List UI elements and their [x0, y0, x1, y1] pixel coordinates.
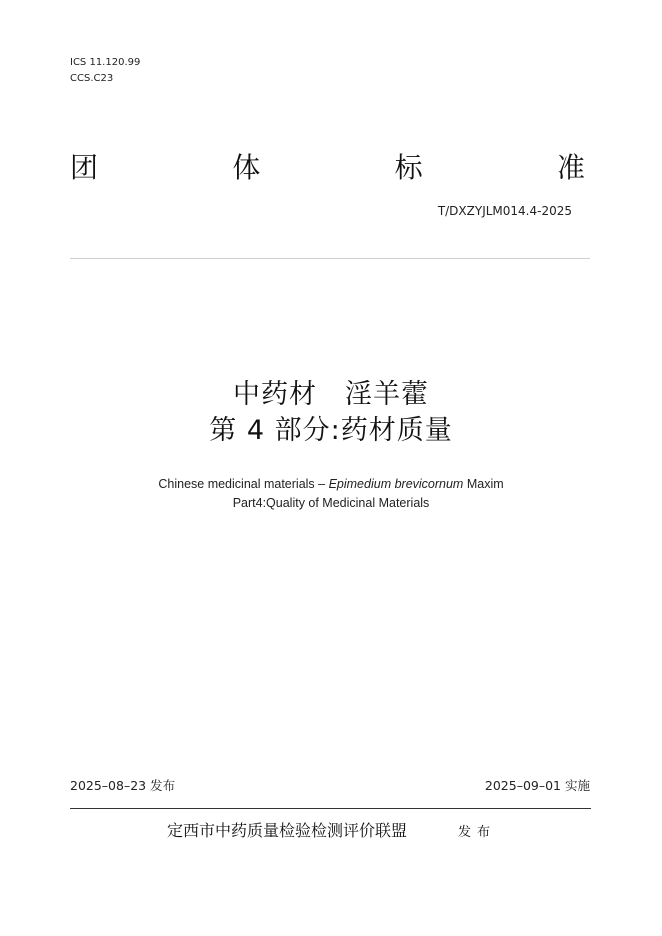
- standard-type-char: 团: [70, 151, 99, 184]
- standard-type-char: 标: [394, 151, 423, 184]
- header-divider: [70, 258, 590, 259]
- issuer-suffix: 发布: [458, 825, 497, 840]
- english-title-species: Epimedium brevicornum: [328, 477, 464, 491]
- standard-type-char: 准: [556, 151, 585, 184]
- standard-type-heading: [70, 150, 585, 186]
- footer-divider: [70, 808, 591, 809]
- english-title-suffix: Maxim: [463, 477, 504, 491]
- ics-code: ICS 11.120.99: [70, 57, 141, 68]
- standard-type-char: 体: [232, 151, 261, 184]
- implement-date: 2025–09–01 实施: [484, 778, 590, 793]
- issuer-name: 定西市中药质量检验检测评价联盟: [167, 821, 408, 840]
- standard-number: T/DXZYJLM014.4-2025: [437, 204, 572, 218]
- ccs-code: CCS.C23: [70, 73, 114, 84]
- title-line-2: 第 4 部分:药材质量: [209, 415, 453, 446]
- english-title-prefix: Chinese medicinal materials –: [158, 477, 329, 491]
- classification-codes: [70, 55, 140, 87]
- english-title-line-2: Part4:Quality of Medicinal Materials: [232, 496, 430, 510]
- english-title-line-1: [0, 477, 662, 491]
- title-line-1: 中药材 淫羊藿: [233, 379, 429, 410]
- publish-date: 2025–08–23 发布: [70, 778, 176, 793]
